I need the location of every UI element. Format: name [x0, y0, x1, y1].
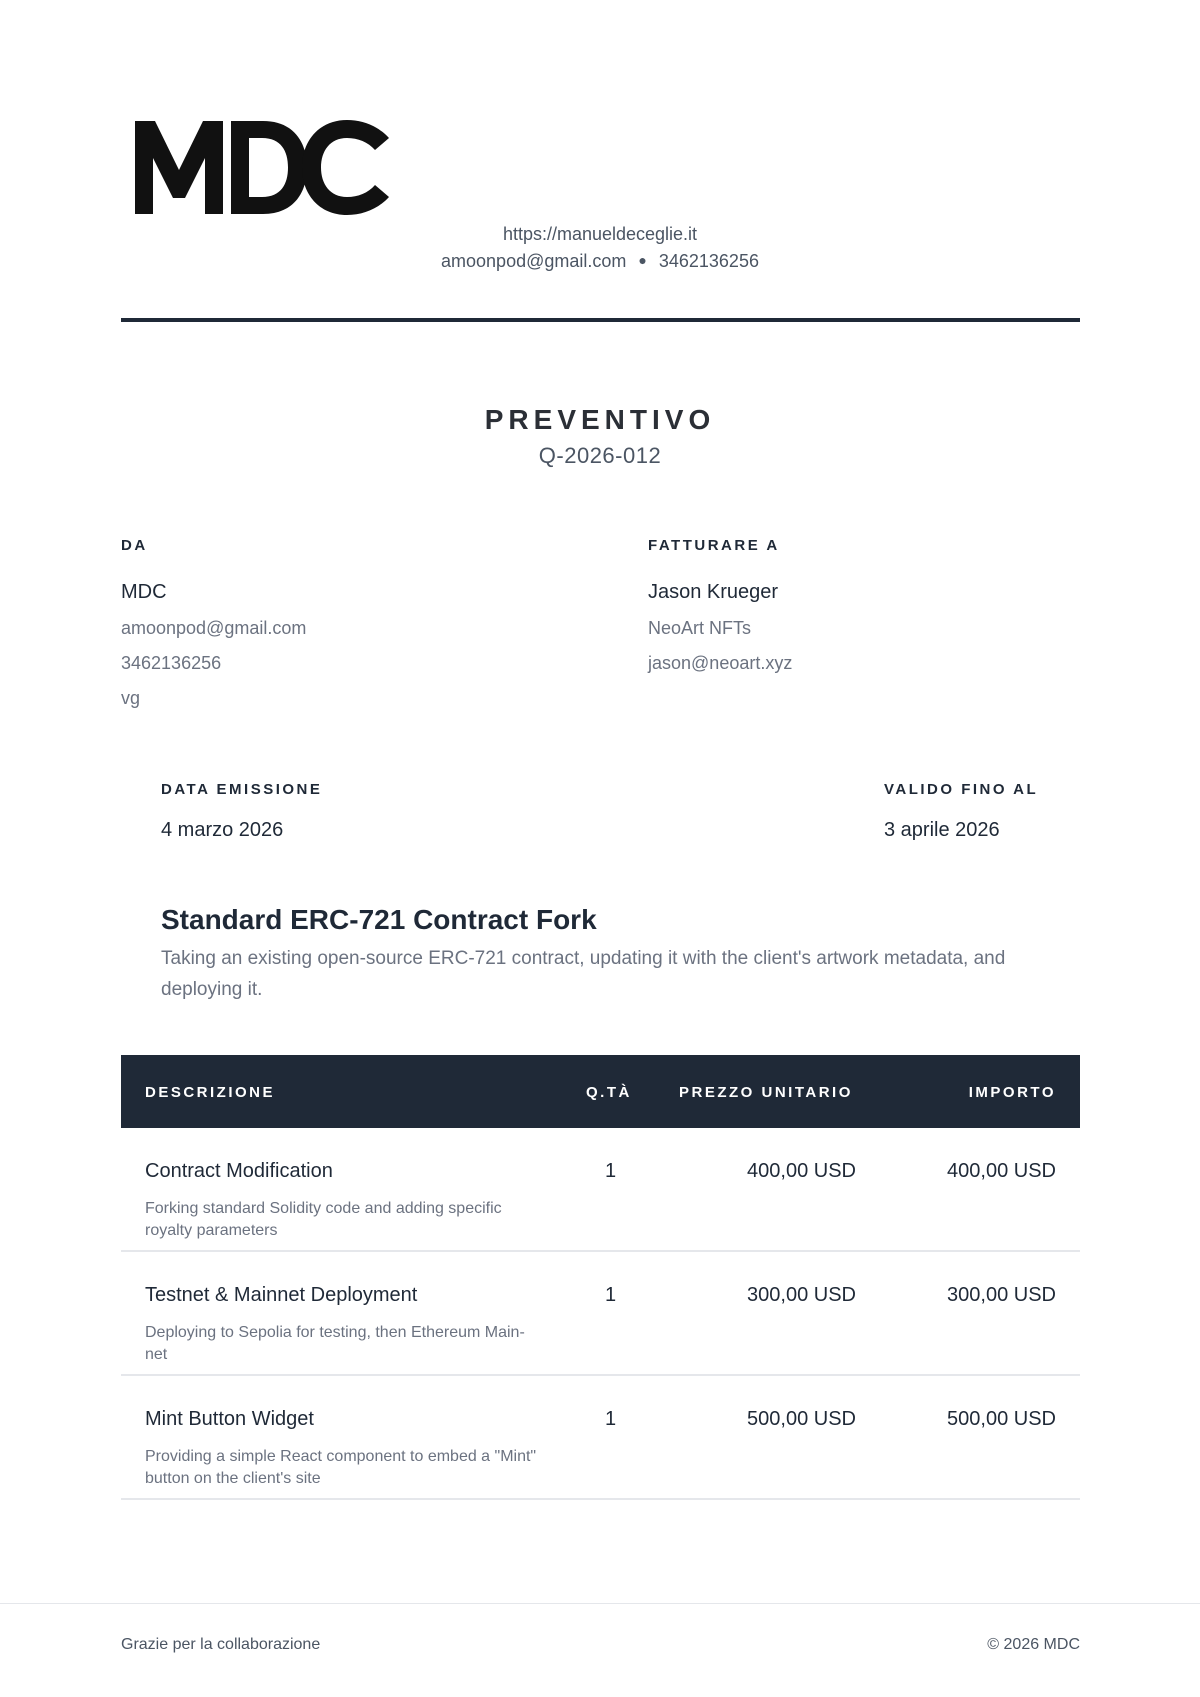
project-title: Standard ERC-721 Contract Fork [161, 904, 597, 935]
item-unit-price: 500,00 USD [747, 1408, 856, 1430]
from-extra: vg [121, 688, 141, 708]
footer-thanks: Grazie per la collaborazione [121, 1636, 321, 1653]
item-note: Deploying to Sepolia for testing, then Ethereum Main-net [145, 1324, 525, 1363]
issue-date-label: DATA EMISSIONE [161, 781, 323, 798]
footer-divider [0, 1603, 1200, 1604]
website-link[interactable]: https://manueldeceglie.it [502, 224, 698, 244]
header-description: DESCRIZIONE [145, 1084, 276, 1101]
item-amount: 500,00 USD [947, 1408, 1056, 1430]
header-phone: 3462136256 [658, 251, 759, 271]
item-qty: 1 [605, 1160, 617, 1182]
item-note: Forking standard Solidity code and adding specific royalty parameters [145, 1200, 502, 1239]
project-description: Taking an existing open-source ERC-721 contract, updating it with the client's artwork metadata, and deploying it. [161, 948, 1006, 1000]
table-row [121, 1128, 1080, 1252]
item-unit-price: 300,00 USD [747, 1284, 856, 1306]
header-unit-price: PREZZO UNITARIO [679, 1084, 853, 1101]
item-amount: 400,00 USD [947, 1160, 1056, 1182]
from-section [121, 537, 306, 709]
item-description: Mint Button Widget [145, 1408, 314, 1430]
header-qty: Q.TÀ [586, 1084, 632, 1101]
valid-until-label: VALIDO FINO AL [884, 781, 1039, 798]
from-label: DA [121, 537, 148, 554]
item-amount: 300,00 USD [947, 1284, 1056, 1306]
bill-to-company: NeoArt NFTs [648, 618, 752, 638]
line-items-table [121, 1055, 1080, 1500]
header-amount: IMPORTO [968, 1084, 1056, 1101]
from-email: amoonpod@gmail.com [121, 618, 307, 638]
item-note: Providing a simple React component to embed a "Mint" button on the client's site [145, 1448, 537, 1487]
item-qty: 1 [605, 1408, 617, 1430]
issue-date-block [161, 781, 322, 842]
bill-to-email: jason@neoart.xyz [648, 653, 793, 673]
document-number: Q-2026-012 [538, 443, 662, 468]
contact-line [0, 251, 1200, 272]
footer-copyright: © 2026 MDC [987, 1636, 1080, 1653]
header-divider [121, 318, 1080, 322]
item-description: Contract Modification [145, 1160, 333, 1182]
separator-dot: ● [638, 252, 647, 268]
valid-until-block [884, 781, 1038, 842]
table-header [121, 1055, 1080, 1128]
table-row [121, 1376, 1080, 1500]
from-name: MDC [121, 581, 167, 603]
item-unit-price: 400,00 USD [747, 1160, 856, 1182]
bill-to-label: FATTURARE A [648, 537, 780, 554]
table-row [121, 1252, 1080, 1376]
issue-date-value: 4 marzo 2026 [161, 819, 284, 841]
document-title: PREVENTIVO [484, 404, 716, 435]
mdc-logo [135, 118, 390, 215]
valid-until-value: 3 aprile 2026 [884, 819, 1000, 841]
bill-to-name: Jason Krueger [648, 581, 779, 603]
item-description: Testnet & Mainnet Deployment [145, 1284, 418, 1306]
header-email[interactable]: amoonpod@gmail.com [441, 251, 627, 271]
item-qty: 1 [605, 1284, 617, 1306]
bill-to-section [648, 537, 792, 674]
from-phone: 3462136256 [121, 653, 222, 673]
